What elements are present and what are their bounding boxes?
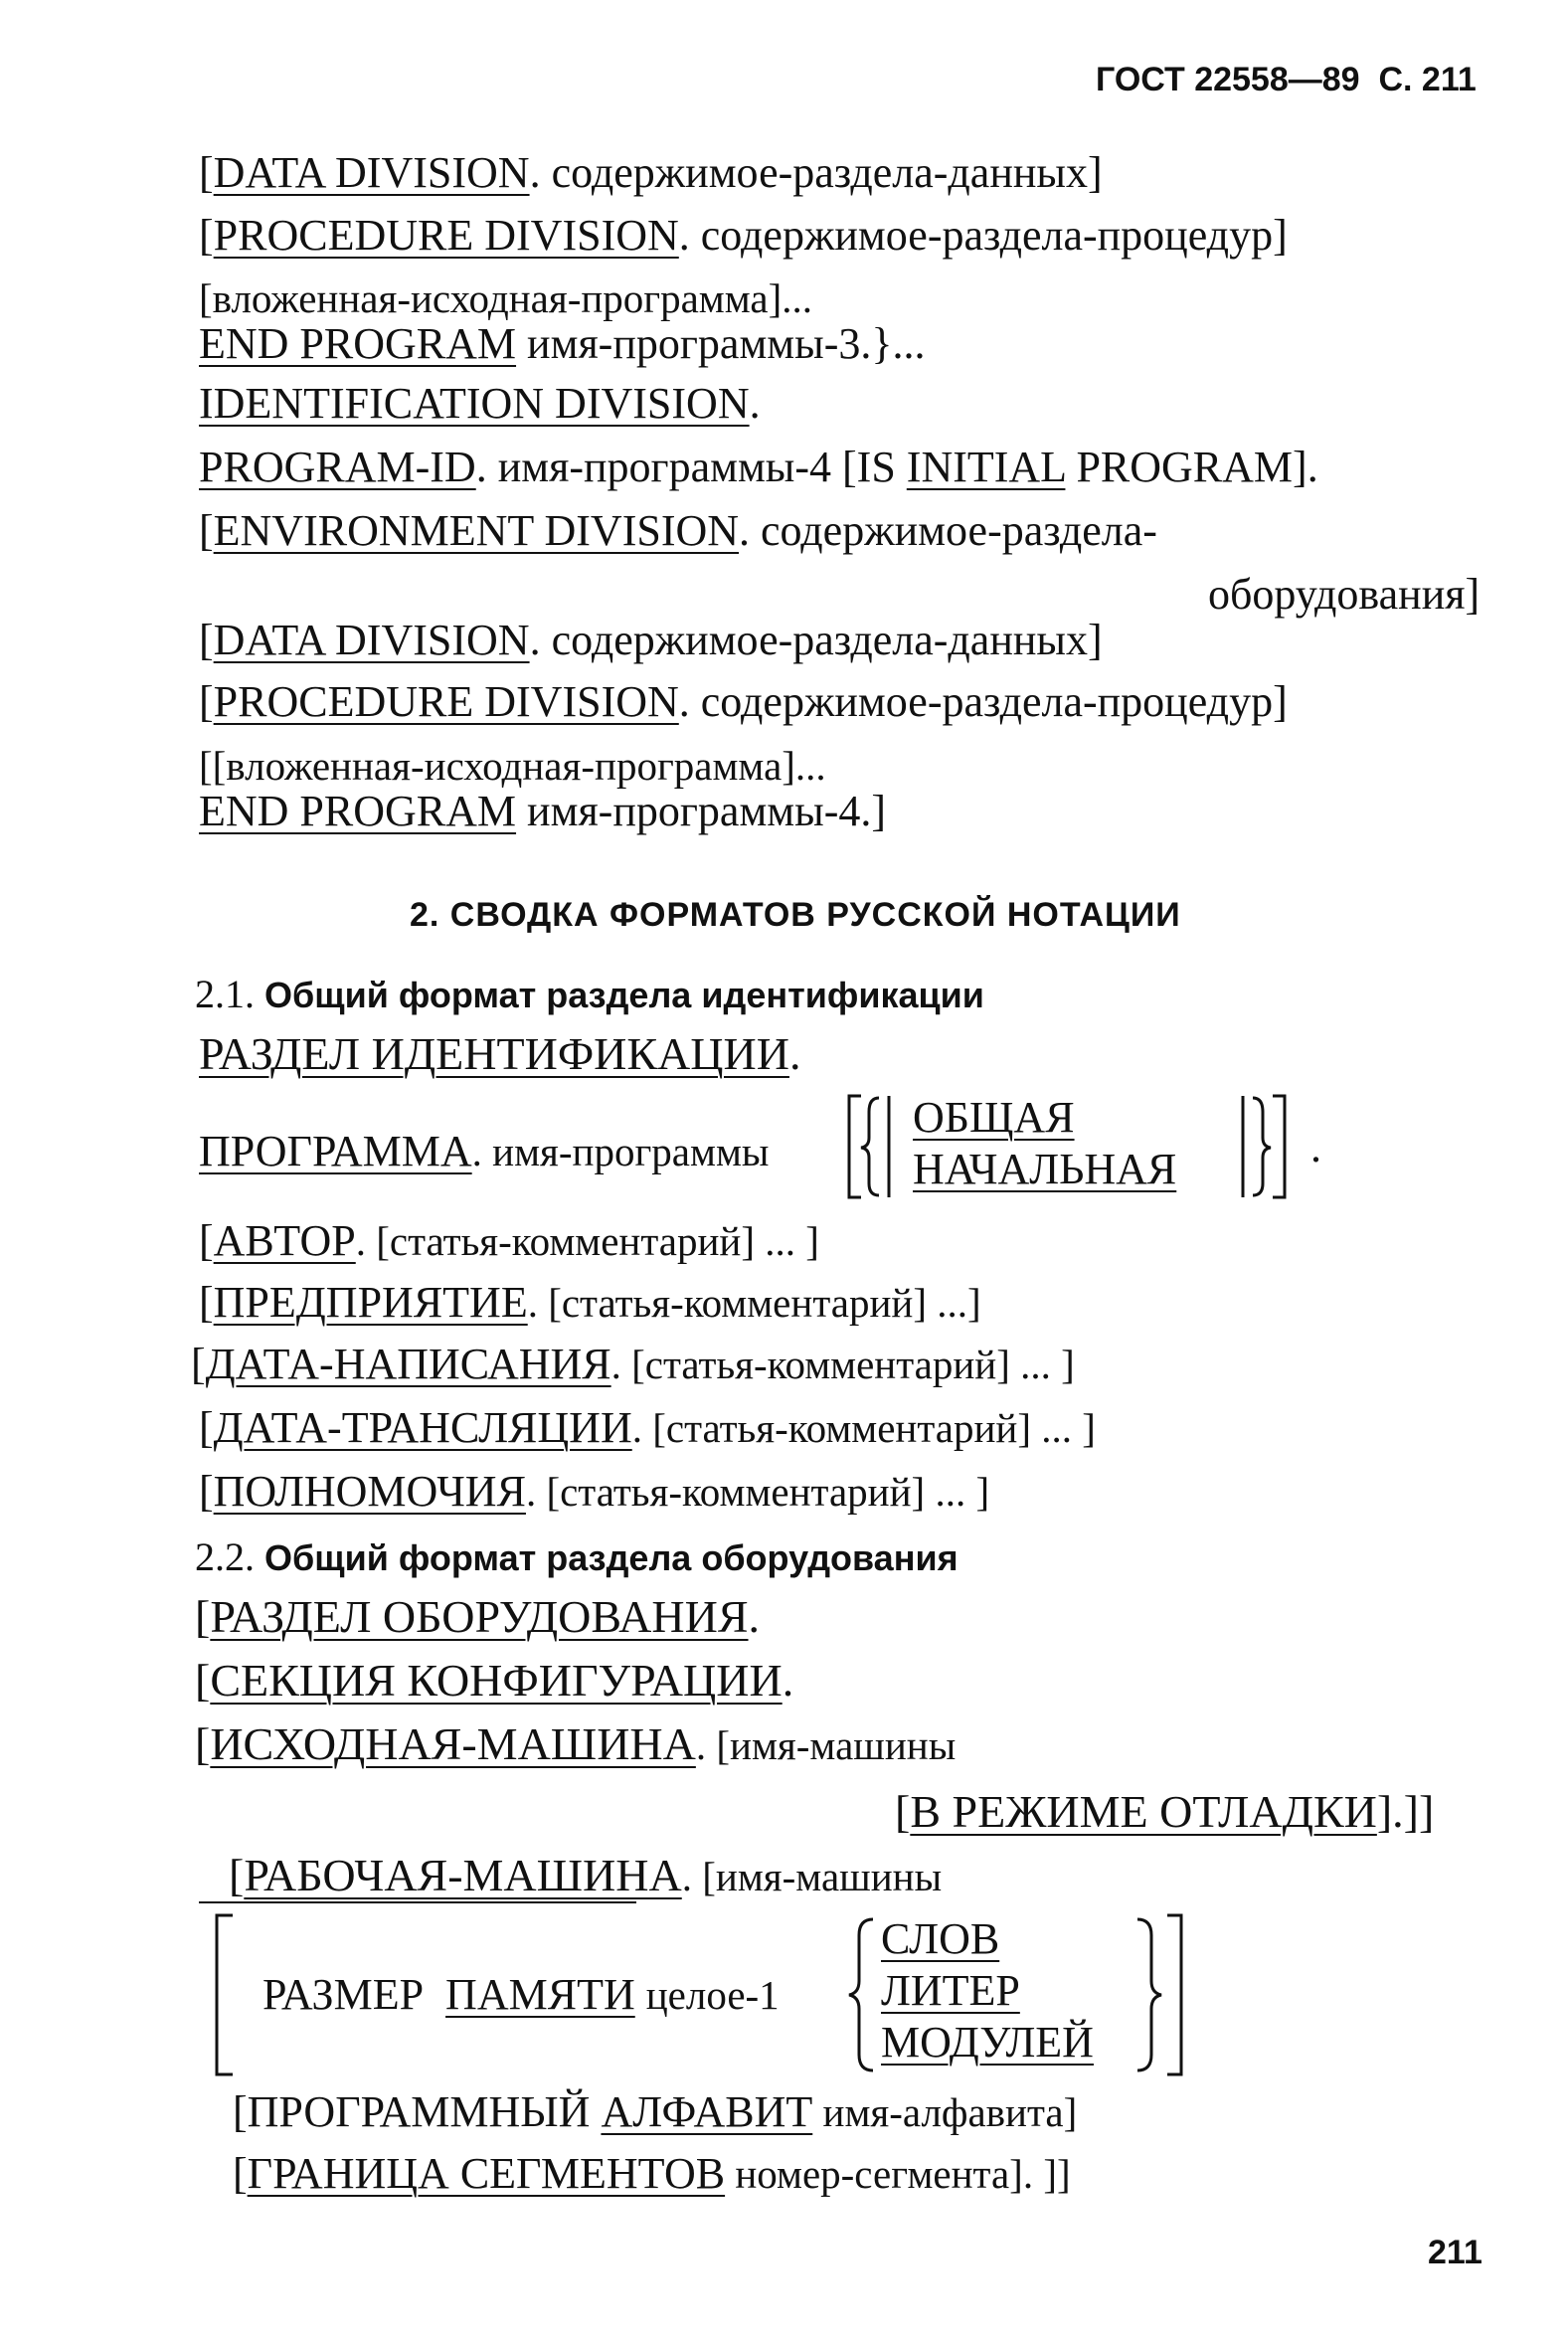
- unit-moduley: МОДУЛЕЙ: [881, 2018, 1094, 2067]
- keyword: END PROGRAM: [199, 787, 517, 835]
- program-line-terminator: .: [1310, 1123, 1321, 1171]
- page-number: 211: [1428, 2234, 1482, 2271]
- keyword: DATA DIVISION: [213, 148, 530, 197]
- subsection-2-2-title: 2.2. Общий формат раздела оборудования: [195, 1534, 958, 1579]
- cobol-identification-division-line: IDENTIFICATION DIVISION.: [199, 379, 761, 428]
- cobol-nested-program-line-2: [[вложенная-исходная-программа]...: [199, 743, 826, 789]
- memory-size-line: РАЗМЕР ПАМЯТИ целое-1: [262, 1970, 780, 2019]
- cobol-end-program-line-2: END PROGRAM имя-программы-4.]: [199, 787, 887, 835]
- keyword: IDENTIFICATION DIVISION: [199, 379, 750, 428]
- keyword: ПАМЯТИ: [445, 1970, 635, 2019]
- keyword: АВТОР: [213, 1216, 356, 1265]
- keyword: ПОЛНОМОЧИЯ: [213, 1467, 526, 1516]
- keyword: В РЕЖИМЕ ОТЛАДКИ: [910, 1786, 1377, 1837]
- cobol-procedure-division-line: [PROCEDURE DIVISION. содержимое-раздела-процедур]: [199, 211, 1288, 260]
- gost-number: ГОСТ 22558—89: [1096, 61, 1360, 98]
- program-name-line: ПРОГРАММА. имя-программы: [199, 1127, 770, 1175]
- cobol-end-program-line: END PROGRAM имя-программы-3.}...: [199, 319, 926, 368]
- configuration-section-line: [СЕКЦИЯ КОНФИГУРАЦИИ.: [195, 1655, 794, 1706]
- keyword: PROCEDURE DIVISION: [213, 211, 679, 260]
- option-obschaya: ОБЩАЯ: [913, 1093, 1075, 1142]
- unit-slov: СЛОВ: [881, 1914, 1000, 1963]
- keyword: ПРЕДПРИЯТИЕ: [213, 1278, 528, 1327]
- keyword: PROCEDURE DIVISION: [213, 677, 679, 726]
- cobol-environment-division-line: [ENVIRONMENT DIVISION. содержимое-раздела-: [199, 506, 1157, 555]
- keyword: ИСХОДНАЯ-МАШИНА: [210, 1718, 696, 1769]
- source-computer-line: [ИСХОДНАЯ-МАШИНА. [имя-машины: [195, 1718, 957, 1769]
- cobol-nested-program-line: [вложенная-исходная-программа]...: [199, 275, 813, 321]
- keyword: INITIAL: [906, 443, 1066, 491]
- option-nachalnaya: НАЧАЛЬНАЯ: [913, 1145, 1177, 1193]
- object-computer-line: [РАБОЧАЯ-МАШИНА. [имя-машины: [229, 1850, 943, 1900]
- keyword: DATA DIVISION: [213, 616, 530, 664]
- keyword: ДАТА-ТРАНСЛЯЦИИ: [213, 1403, 632, 1452]
- keyword: РАБОЧАЯ-МАШИНА: [244, 1850, 682, 1900]
- segment-limit-line: [ГРАНИЦА СЕГМЕНТОВ номер-сегмента]. ]]: [233, 2149, 1071, 2198]
- cobol-procedure-division-line-2: [PROCEDURE DIVISION. содержимое-раздела-процедур]: [199, 677, 1288, 726]
- unit-liter: ЛИТЕР: [881, 1966, 1020, 2015]
- keyword: END PROGRAM: [199, 319, 517, 368]
- security-line: [ПОЛНОМОЧИЯ. [статья-комментарий] ... ]: [199, 1467, 990, 1516]
- cobol-program-id-line: PROGRAM-ID. имя-программы-4 [IS INITIAL PROGRAM].: [199, 443, 1318, 491]
- cobol-data-division-line: [DATA DIVISION. содержимое-раздела-данных]: [199, 148, 1103, 197]
- keyword: PROGRAM-ID: [199, 443, 476, 491]
- keyword: РАЗДЕЛ ИДЕНТИФИКАЦИИ: [199, 1028, 789, 1079]
- ident-division-line: РАЗДЕЛ ИДЕНТИФИКАЦИИ.: [199, 1028, 801, 1079]
- cobol-environment-continuation: оборудования]: [1208, 570, 1481, 619]
- installation-line: [ПРЕДПРИЯТИЕ. [статья-комментарий] ...]: [199, 1278, 981, 1327]
- date-written-line: [ДАТА-НАПИСАНИЯ. [статья-комментарий] ... ]: [191, 1340, 1075, 1388]
- program-alphabet-line: [ПРОГРАММНЫЙ АЛФАВИТ имя-алфавита]: [233, 2087, 1078, 2136]
- subsection-2-1-title: 2.1. Общий формат раздела идентификации: [195, 972, 984, 1016]
- author-line: [АВТОР. [статья-комментарий] ... ]: [199, 1216, 819, 1265]
- keyword: ГРАНИЦА СЕГМЕНТОВ: [247, 2149, 726, 2198]
- keyword: ENVIRONMENT DIVISION: [213, 506, 740, 555]
- section-title: 2. СВОДКА ФОРМАТОВ РУССКОЙ НОТАЦИИ: [410, 896, 1181, 934]
- keyword: РАЗДЕЛ ОБОРУДОВАНИЯ: [210, 1591, 749, 1642]
- cobol-data-division-line-2: [DATA DIVISION. содержимое-раздела-данных]: [199, 616, 1103, 664]
- environment-division-line: [РАЗДЕЛ ОБОРУДОВАНИЯ.: [195, 1591, 761, 1642]
- debugging-mode-line: [В РЕЖИМЕ ОТЛАДКИ].]]: [895, 1786, 1435, 1837]
- header-page-ref: С. 211: [1378, 61, 1477, 98]
- keyword: СЕКЦИЯ КОНФИГУРАЦИИ: [210, 1655, 783, 1706]
- underline-stub: [199, 1899, 219, 1909]
- keyword: АЛФАВИТ: [601, 2087, 813, 2136]
- keyword: ПРОГРАММА: [199, 1127, 472, 1175]
- date-compiled-line: [ДАТА-ТРАНСЛЯЦИИ. [статья-комментарий] ... ]: [199, 1403, 1096, 1452]
- running-header: [1096, 60, 1477, 99]
- keyword: ДАТА-НАПИСАНИЯ: [205, 1340, 611, 1388]
